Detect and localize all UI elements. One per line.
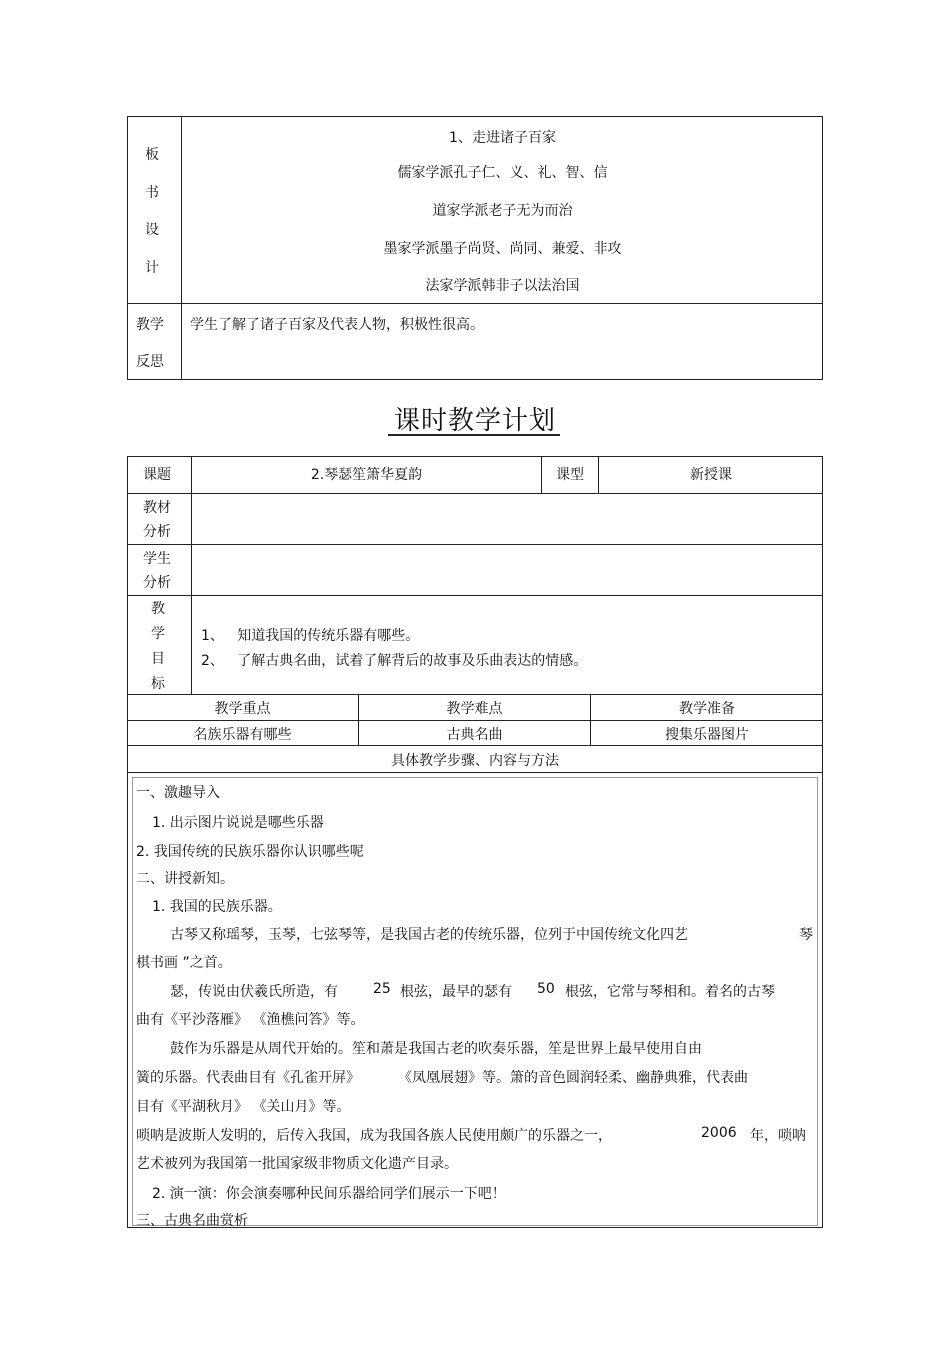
student-label-1: 学生 [143,551,171,567]
lesson-label: 课题 [143,467,171,483]
reflection-label-2: 反思 [136,354,164,370]
row-line-1 [127,493,823,494]
goal-label-1: 教 [151,601,165,617]
goal-label-3: 目 [151,651,165,667]
reflection-label-1: 教学 [136,317,164,333]
step-line-15: 2. 演一演：你会演奏哪种民间乐器给同学们展示一下吧！ [152,1186,506,1202]
board-line-3: 道家学派老子无为而治 [432,203,573,219]
row-line-6 [127,745,823,746]
step-line-4: 二、讲授新知。 [136,871,234,887]
step-line-9: 曲有《平沙落雁》 《渔樵问答》等。 [136,1012,365,1028]
board-label-char-4: 计 [145,260,159,276]
step-line-8d: 50 [537,981,555,997]
step-line-6a: 古琴又称瑶琴，玉琴，七弦琴等，是我国古老的传统乐器，位列于中国传统文化四艺 [170,927,688,943]
steps-title: 具体教学步骤、内容与方法 [391,753,559,769]
board-line-5: 法家学派韩非子以法治国 [425,278,580,294]
step-line-13a: 唢呐是波斯人发明的，后传入我国，成为我国各族人民使用颇广的乐器之一， [136,1128,612,1144]
header-difficulty: 教学难点 [446,701,503,717]
reflection-text: 学生了解了诸子百家及代表人物，积极性很高。 [190,317,484,333]
title-underline [388,434,560,436]
step-line-13c: 年，唢呐 [750,1128,806,1144]
col-line-type-left [541,456,542,494]
step-line-8e: 根弦，它常与琴相和。着名的古琴 [565,984,775,1000]
row-line-2 [127,544,823,545]
step-line-5: 1. 我国的民族乐器。 [152,899,282,915]
row-line-3 [127,595,823,596]
step-line-12: 目有《平湖秋月》 《关山月》等。 [136,1099,351,1115]
row-line-4 [127,694,823,695]
step-line-8c: 根弦，最早的瑟有 [400,984,512,1000]
board-label-char-2: 书 [145,185,159,201]
step-line-6b: 琴 [799,927,813,943]
value-focus: 名族乐器有哪些 [193,727,292,743]
step-line-1: 一、激趣导入 [136,785,220,801]
board-label-char-1: 板 [145,147,159,163]
goal-label-4: 标 [151,676,165,692]
value-difficulty: 古典名曲 [446,727,503,743]
step-line-2: 1. 出示图片说说是哪些乐器 [152,815,324,831]
goal-item-2: 2、 了解古典名曲，试着了解背后的故事及乐曲表达的情感。 [201,653,588,669]
board-line-2: 儒家学派孔子仁、义、礼、智、信 [397,165,608,181]
board-table-row-divider [127,303,823,304]
row-line-7 [127,772,823,773]
board-label-char-3: 设 [145,222,159,238]
step-line-7: 棋书画 ”之首。 [136,955,232,971]
board-line-1: 1、走进诸子百家 [449,130,556,146]
goal-label-2: 学 [151,626,165,642]
type-label: 课型 [556,467,584,483]
step-line-11b: 《凤凰展翅》等。箫的音色圆润轻柔、幽静典雅，代表曲 [398,1070,748,1086]
value-preparation: 搜集乐器图片 [665,727,749,743]
header-preparation: 教学准备 [679,701,735,717]
step-line-14: 艺术被列为我国第一批国家级非物质文化遗产目录。 [136,1156,458,1172]
step-line-3: 2. 我国传统的民族乐器你认识哪些呢 [136,844,364,860]
step-line-16: 三、古典名曲赏析 [136,1213,248,1229]
header-focus: 教学重点 [214,701,271,717]
step-line-8b: 25 [373,981,391,997]
step-line-11a: 簧的乐器。代表曲目有《孔雀开屏》 [136,1070,360,1086]
step-line-10: 鼓作为乐器是从周代开始的。笙和萧是我国古老的吹奏乐器，笙是世界上最早使用自由 [170,1041,702,1057]
board-line-4: 墨家学派墨子尚贤、尚同、兼爱、非攻 [383,241,622,257]
step-line-13b: 2006 [701,1125,737,1141]
type-value: 新授课 [690,467,732,483]
page-title: 课时教学计划 [393,406,556,436]
goal-item-1: 1、 知道我国的传统乐器有哪些。 [201,628,420,644]
lesson-value: 2.琴瑟笙箫华夏韵 [310,467,423,483]
col-line-label [191,456,192,695]
row-line-5 [127,720,823,721]
material-label-2: 分析 [143,524,171,540]
step-line-8a: 瑟，传说由伏羲氏所造，有 [170,984,338,1000]
student-label-2: 分析 [143,575,171,591]
material-label-1: 教材 [143,500,171,516]
